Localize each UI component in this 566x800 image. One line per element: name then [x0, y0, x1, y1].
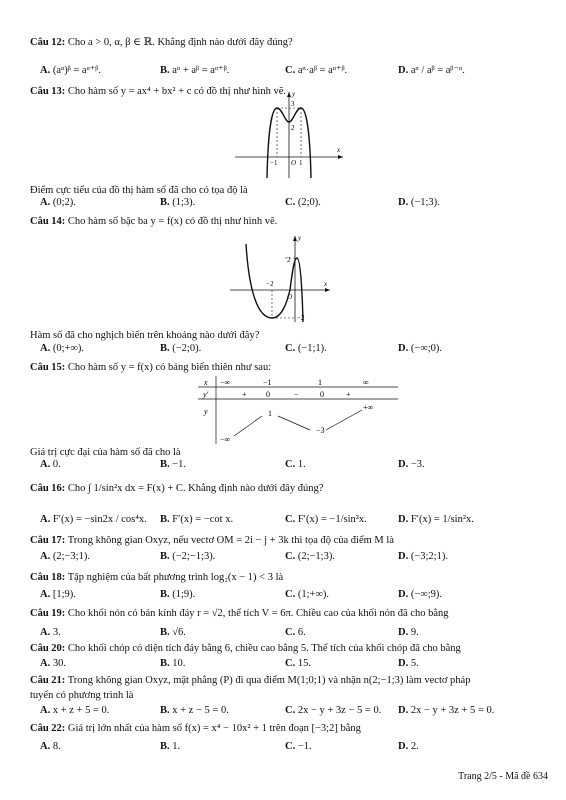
- y-val: −3: [316, 426, 325, 435]
- x-val: ∞: [363, 378, 369, 387]
- question-text: Cho khối chóp có diện tích đáy bằng 6, chiều cao bằng 5. Thể tích của khối chóp đã cho bằng: [67, 643, 461, 654]
- option-a: A. [1;9).: [40, 589, 76, 600]
- question-20: [30, 642, 556, 655]
- option-c: C. 15.: [285, 658, 311, 669]
- question-15-prompt: Giá trị cực đại của hàm số đã cho là: [30, 447, 181, 458]
- option-b: B. F′(x) = −cot x.: [160, 514, 234, 525]
- question-text: Cho hàm số bậc ba y = f(x) có đồ thị như hình vẽ.: [67, 216, 278, 227]
- option-a: A. 3.: [40, 627, 61, 638]
- question-18: [30, 571, 556, 584]
- option-b: B. (−2;−1;3).: [160, 551, 216, 562]
- option-b: B. (1;9).: [160, 589, 196, 600]
- question-label: Câu 18:: [30, 572, 66, 583]
- option-b: B. 10.: [160, 658, 186, 669]
- question-label: Câu 17:: [30, 535, 66, 546]
- tick-neg2-y: −2: [297, 314, 305, 322]
- option-d: D. (−3;2;1).: [398, 551, 448, 562]
- option-b: B. 1.: [160, 741, 181, 752]
- origin-label: O: [291, 159, 297, 167]
- question-text: Cho khối nón có bán kính đáy r = √2, thể tích V = 6π. Chiều cao của khối nón đã cho bằng: [67, 608, 449, 619]
- y-val: 1: [268, 409, 272, 418]
- row-y-label: y: [204, 407, 208, 416]
- question-14: [30, 215, 556, 228]
- option-d: D. F′(x) = 1/sin²x.: [398, 514, 474, 525]
- tick-3: 3: [291, 100, 295, 108]
- option-b: B. (−2;0).: [160, 343, 202, 354]
- option-c: C. 2x − y + 3z − 5 = 0.: [285, 705, 382, 716]
- x-val: −∞: [220, 378, 231, 387]
- cubic-graph: [230, 232, 340, 324]
- option-c: C. 6.: [285, 627, 306, 638]
- row-yprime-label: y′: [203, 390, 209, 399]
- question-text: Cho a > 0, α, β ∈ ℝ. Khẳng định nào dưới đây đúng?: [67, 37, 293, 48]
- question-label: Câu 12:: [30, 37, 66, 48]
- question-text: Cho ∫ 1/sin²x dx = F(x) + C. Khẳng định nào dưới đây đúng?: [67, 483, 324, 494]
- curve: [246, 244, 303, 322]
- question-text: Giá trị lớn nhất của hàm số f(x) = x⁴ − 10x² + 1 trên đoạn [−3;2] bằng: [67, 723, 361, 734]
- option-a: A. (0;2).: [40, 197, 76, 208]
- question-label: Câu 19:: [30, 608, 66, 619]
- question-15: [30, 361, 556, 374]
- option-d: D. −3.: [398, 459, 425, 470]
- question-text: Trong không gian Oxyz, nếu vectơ OM = 2i − j + 3k thì tọa độ của điểm M là: [67, 535, 394, 546]
- option-a: A. (aᵅ)ᵝ = aᵅ⁺ᵝ.: [40, 65, 102, 76]
- question-14-prompt: Hàm số đã cho nghịch biến trên khoảng nào dưới đây?: [30, 330, 260, 341]
- option-d: D. 2x − y + 3z + 5 = 0.: [398, 705, 495, 716]
- question-12: [30, 36, 556, 49]
- sign: +: [346, 390, 351, 399]
- question-text: Cho hàm số y = f(x) có bảng biến thiên như sau:: [67, 362, 272, 373]
- option-b: B. aᵅ + aᵝ = aᵅ⁺ᵝ.: [160, 65, 230, 76]
- sign: +: [242, 390, 247, 399]
- question-text: Tập nghiệm của bất phương trình log₂(x − 1) < 3 là: [67, 572, 284, 583]
- quartic-graph: [235, 90, 345, 180]
- option-b: B. x + z − 5 = 0.: [160, 705, 229, 716]
- option-c: C. (1;+∞).: [285, 589, 330, 600]
- option-c: C. 1.: [285, 459, 306, 470]
- option-d: D. aᵅ / aᵝ = aᵝ⁻ᵅ.: [398, 65, 465, 76]
- sign: 0: [320, 390, 324, 399]
- question-label: Câu 13:: [30, 86, 66, 97]
- option-c: C. aᵅ·aᵝ = aᵅ⁺ᵝ.: [285, 65, 348, 76]
- y-label: y: [292, 90, 296, 98]
- option-a: A. 30.: [40, 658, 66, 669]
- y-val: +∞: [363, 403, 374, 412]
- option-c: C. (−1;1).: [285, 343, 327, 354]
- question-text: Cho hàm số y = ax⁴ + bx² + c có đồ thị như hình vẽ.: [67, 86, 286, 97]
- y-val: −∞: [220, 435, 231, 444]
- origin-label: O: [287, 293, 293, 301]
- row-x-label: x: [204, 378, 208, 387]
- page-footer: Trang 2/5 - Mã đề 634: [458, 771, 548, 782]
- tick-1: 1: [299, 159, 303, 167]
- option-b: B. (1;3).: [160, 197, 196, 208]
- x-val: −1: [263, 378, 272, 387]
- option-d: D. (−∞;9).: [398, 589, 443, 600]
- question-label: Câu 21:: [30, 675, 66, 686]
- option-c: C. −1.: [285, 741, 312, 752]
- option-d: D. (−1;3).: [398, 197, 440, 208]
- tick-2: 2: [291, 124, 295, 132]
- option-c: C. (2;−1;3).: [285, 551, 335, 562]
- y-label: y: [298, 234, 302, 242]
- question-label: Câu 16:: [30, 483, 66, 494]
- question-label: Câu 22:: [30, 723, 66, 734]
- option-c: C. F′(x) = −1/sin²x.: [285, 514, 367, 525]
- option-b: B. −1.: [160, 459, 187, 470]
- option-a: A. 8.: [40, 741, 61, 752]
- option-c: C. (2;0).: [285, 197, 321, 208]
- x-label: x: [324, 280, 328, 288]
- sign: −: [294, 390, 299, 399]
- question-16: [30, 482, 556, 495]
- x-val: 1: [318, 378, 322, 387]
- option-d: D. 9.: [398, 627, 419, 638]
- question-label: Câu 15:: [30, 362, 66, 373]
- question-label: Câu 14:: [30, 216, 66, 227]
- tick-2: 2: [287, 256, 291, 264]
- question-19: [30, 607, 556, 620]
- question-13-prompt: Điểm cực tiểu của đồ thị hàm số đã cho có tọa độ là: [30, 185, 248, 196]
- option-a: A. 0.: [40, 459, 61, 470]
- option-d: D. (−∞;0).: [398, 343, 443, 354]
- option-a: A. F′(x) = −sin2x / cos⁴x.: [40, 514, 147, 525]
- question-21-cont: tuyến có phương trình là: [30, 690, 134, 701]
- tick-neg2-x: −2: [266, 280, 274, 288]
- x-label: x: [337, 146, 341, 154]
- option-a: A. (2;−3;1).: [40, 551, 90, 562]
- option-a: A. x + z + 5 = 0.: [40, 705, 110, 716]
- option-a: A. (0;+∞).: [40, 343, 85, 354]
- question-21: [30, 674, 556, 687]
- question-label: Câu 20:: [30, 643, 66, 654]
- option-b: B. √6.: [160, 627, 186, 638]
- option-d: D. 2.: [398, 741, 419, 752]
- option-d: D. 5.: [398, 658, 419, 669]
- question-17: [30, 534, 556, 547]
- question-text: Trong không gian Oxyz, mặt phẳng (P) đi qua điểm M(1;0;1) và nhận n(2;−1;3) làm vectơ pháp: [67, 675, 471, 686]
- variation-table: [198, 376, 398, 444]
- sign: 0: [266, 390, 270, 399]
- tick-neg1: −1: [270, 159, 278, 167]
- question-22: [30, 722, 556, 735]
